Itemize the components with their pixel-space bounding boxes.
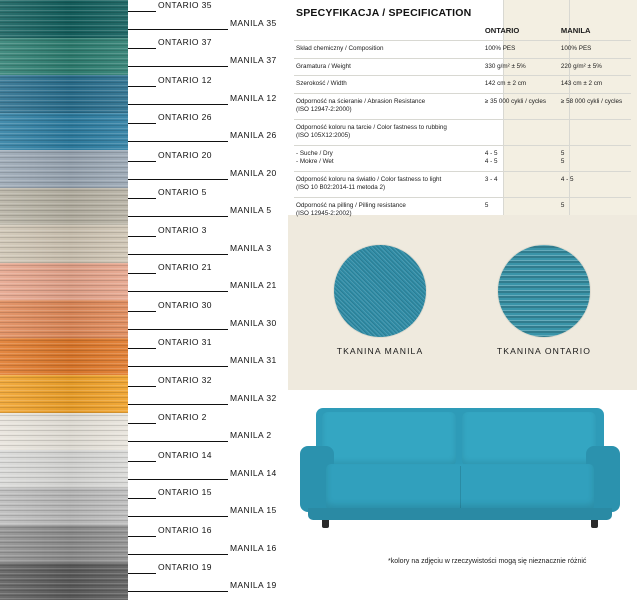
swatch-label-text: MANILA 5 <box>230 205 272 215</box>
fabric-swatch <box>0 300 128 338</box>
sofa-leg-left <box>322 520 329 528</box>
leader-line <box>128 291 228 292</box>
leader-line <box>128 179 228 180</box>
spec-cell: 100% PES <box>484 45 516 53</box>
spec-cell: 143 cm ± 2 cm <box>560 80 603 88</box>
leader-line <box>128 554 228 555</box>
spec-header-cell <box>294 22 479 41</box>
fabric-swatch <box>0 225 128 263</box>
leader-line <box>128 273 156 274</box>
spec-row <box>294 76 631 94</box>
leader-line <box>128 348 156 349</box>
spec-cell: Szerokość / Width <box>296 80 347 88</box>
spec-cell: Skład chemiczny / Composition <box>296 45 384 53</box>
specification-panel <box>288 0 637 218</box>
swatch-label-text: MANILA 26 <box>230 130 277 140</box>
swatch-label-text: ONTARIO 19 <box>158 562 212 572</box>
fabric-swatch <box>0 150 128 188</box>
fabric-swatch <box>0 188 128 226</box>
ontario-caption: TKANINA ONTARIO <box>496 346 592 356</box>
swatch-label-text: ONTARIO 21 <box>158 262 212 272</box>
leader-line <box>128 311 156 312</box>
swatch-label-text: ONTARIO 15 <box>158 487 212 497</box>
leader-line <box>128 329 228 330</box>
swatch-label-text: ONTARIO 32 <box>158 374 212 385</box>
swatch-label-text: MANILA 16 <box>230 542 277 553</box>
fabric-closeup-panel <box>288 215 637 390</box>
spec-row <box>294 197 631 223</box>
leader-line <box>128 29 228 30</box>
leader-line <box>128 161 156 162</box>
spec-row <box>294 41 631 59</box>
fabric-swatch <box>0 38 128 76</box>
spec-cell <box>479 119 555 145</box>
spec-row <box>294 93 631 119</box>
spec-cell: ≥ 58 000 cykli / cycles <box>560 97 623 105</box>
spec-cell: 5 <box>484 201 489 209</box>
swatch-label-text: MANILA 31 <box>230 355 277 365</box>
fabric-swatch <box>0 375 128 413</box>
sofa-cushion-right <box>462 412 596 466</box>
leader-line <box>128 198 156 199</box>
leader-line <box>128 386 156 387</box>
swatch-label-text: ONTARIO 20 <box>158 149 212 160</box>
leader-line <box>128 48 156 49</box>
leader-line <box>128 423 156 424</box>
fabric-swatch <box>0 525 128 563</box>
spec-cell: 5 5 <box>560 149 565 166</box>
spec-cell: 4 - 5 4 - 5 <box>484 149 498 166</box>
spec-cell: Gramatura / Weight <box>296 62 351 70</box>
swatch-label-text: MANILA 2 <box>230 430 272 440</box>
leader-line <box>128 216 228 217</box>
spec-row <box>294 58 631 76</box>
swatch-label-text: ONTARIO 31 <box>158 337 212 347</box>
spec-row <box>294 171 631 197</box>
spec-cell: 330 g/m² ± 5% <box>484 62 526 70</box>
swatch-label-text: MANILA 3 <box>230 242 272 253</box>
spec-cell: - Suche / Dry - Mokre / Wet <box>296 149 334 166</box>
fabric-swatch <box>0 450 128 488</box>
manila-fabric-circle <box>334 245 426 337</box>
swatch-label-text: ONTARIO 3 <box>158 224 207 235</box>
swatch-label-text: MANILA 15 <box>230 505 277 515</box>
spec-cell: Odporność na pilling / Pilling resistance (ISO 12945-2:2002) <box>296 201 406 218</box>
spec-cell: 142 cm ± 2 cm <box>484 80 527 88</box>
fabric-swatch <box>0 488 128 526</box>
swatch-label-text: MANILA 20 <box>230 167 277 178</box>
swatch-label-text: MANILA 12 <box>230 92 277 103</box>
spec-title: SPECYFIKACJA / SPECIFICATION <box>296 7 472 19</box>
leader-line <box>128 366 228 367</box>
sofa-illustration <box>300 408 620 528</box>
leader-line <box>128 141 228 142</box>
leader-line <box>128 441 228 442</box>
swatch-label-text: ONTARIO 12 <box>158 74 212 85</box>
swatch-labels <box>128 0 288 600</box>
fabric-swatch <box>0 563 128 600</box>
leader-line <box>128 573 156 574</box>
sofa-cushion-left <box>322 412 456 466</box>
fabric-swatch <box>0 338 128 376</box>
ontario-fabric-circle <box>498 245 590 337</box>
leader-line <box>128 86 156 87</box>
fabric-swatch <box>0 413 128 451</box>
swatch-label-text: MANILA 32 <box>230 392 277 403</box>
leader-line <box>128 11 156 12</box>
spec-cell: Odporność na ścieranie / Abrasion Resistance (ISO 12947-2:2000) <box>296 97 426 114</box>
swatch-label-text: ONTARIO 14 <box>158 449 212 460</box>
swatch-label-text: MANILA 37 <box>230 55 277 65</box>
leader-line <box>128 236 156 237</box>
leader-line <box>128 536 156 537</box>
leader-line <box>128 404 228 405</box>
spec-cell: Odporność koloru na tarcie / Color fastness to rubbing (ISO 105X12:2005) <box>296 123 447 140</box>
spec-cell: Odporność koloru na światło / Color fastness to light (ISO 10 B02:2014-11 metoda 2) <box>296 175 442 192</box>
sofa-photo-panel <box>288 390 637 600</box>
leader-line <box>128 104 228 105</box>
spec-cell: 4 - 5 <box>560 175 574 183</box>
fabric-swatch <box>0 263 128 301</box>
spec-row <box>294 145 631 171</box>
swatch-label-text: ONTARIO 5 <box>158 187 207 197</box>
manila-caption: TKANINA MANILA <box>336 346 424 356</box>
spec-cell: 3 - 4 <box>484 175 498 183</box>
swatch-label-text: ONTARIO 37 <box>158 37 212 47</box>
spec-row <box>294 119 631 145</box>
spec-header-row <box>294 22 631 41</box>
manila-closeup-block <box>310 245 450 356</box>
fabric-swatch <box>0 0 128 38</box>
leader-line <box>128 123 156 124</box>
swatch-label-text: MANILA 19 <box>230 580 277 590</box>
leader-line <box>128 254 228 255</box>
fabric-swatch <box>0 75 128 113</box>
spec-cell: 220 g/m² ± 5% <box>560 62 602 70</box>
ontario-closeup-block <box>474 245 614 356</box>
leader-line <box>128 479 228 480</box>
spec-cell: 5 <box>560 201 565 209</box>
swatch-label-text: ONTARIO 35 <box>158 0 212 10</box>
swatch-label-text: ONTARIO 26 <box>158 112 212 122</box>
spec-cell: 100% PES <box>560 45 592 53</box>
leader-line <box>128 461 156 462</box>
swatch-label-text: MANILA 14 <box>230 467 277 478</box>
fabric-swatch <box>0 113 128 151</box>
leader-line <box>128 516 228 517</box>
swatch-label-text: ONTARIO 30 <box>158 299 212 310</box>
swatch-label-text: MANILA 35 <box>230 17 277 28</box>
sofa-seat-split <box>460 466 461 508</box>
spec-header-cell: ONTARIO <box>484 26 520 35</box>
spec-cell <box>555 119 631 145</box>
swatch-label-text: ONTARIO 2 <box>158 412 207 422</box>
spec-table <box>294 22 631 223</box>
spec-header-cell: MANILA <box>560 26 591 35</box>
leader-line <box>128 591 228 592</box>
sofa-leg-right <box>591 520 598 528</box>
leader-line <box>128 498 156 499</box>
spec-cell: ≥ 35 000 cykli / cycles <box>484 97 547 105</box>
leader-line <box>128 66 228 67</box>
sofa-base <box>308 508 612 520</box>
swatch-label-text: MANILA 21 <box>230 280 277 290</box>
swatch-label-text: MANILA 30 <box>230 317 277 328</box>
swatch-label-text: ONTARIO 16 <box>158 524 212 535</box>
swatch-column <box>0 0 128 600</box>
color-disclaimer: *kolory na zdjęciu w rzeczywistości mogą się nieznacznie różnić <box>388 558 587 565</box>
